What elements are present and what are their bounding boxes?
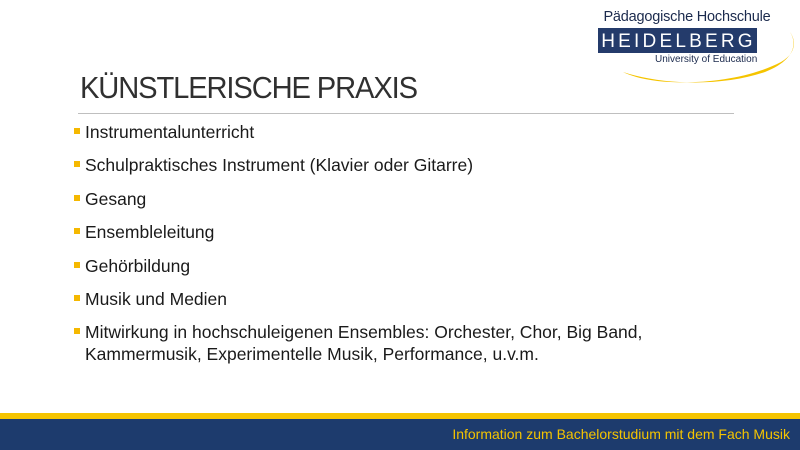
bullet-item — [74, 188, 714, 210]
logo-city-box — [598, 28, 757, 53]
bullet-square-icon — [74, 328, 80, 334]
logo-institution-name: Pädagogische Hochschule — [603, 9, 771, 25]
bullet-item — [74, 321, 714, 365]
bullet-item — [74, 221, 714, 243]
bullet-text: Instrumentalunterricht — [85, 122, 255, 142]
bullet-square-icon — [74, 295, 80, 301]
bullet-text: Ensembleleitung — [85, 222, 215, 243]
bullet-text: Musik und Medien — [85, 288, 228, 309]
logo-subtitle: University of Education — [655, 54, 758, 65]
bullet-item — [74, 121, 714, 143]
bullet-list — [74, 121, 714, 377]
university-logo — [585, 6, 797, 86]
bullet-item — [74, 154, 714, 176]
bullet-square-icon — [74, 128, 80, 134]
bullet-square-icon — [74, 195, 80, 201]
bullet-square-icon — [74, 161, 80, 167]
bullet-text: Mitwirkung in hochschuleigenen Ensembles: Orchester, Chor, Big Band, Kammermusik, Experimentelle Musik, Performance, u.v.m. — [85, 322, 643, 365]
bullet-text: Gehörbildung — [85, 255, 191, 276]
bullet-square-icon — [74, 228, 80, 234]
bullet-text: Schulpraktisches Instrument (Klavier oder Gitarre) — [85, 155, 474, 176]
logo-city-name: HEIDELBERG — [601, 31, 756, 52]
slide-title: KÜNSTLERISCHE PRAXIS — [80, 70, 417, 105]
title-divider — [78, 113, 734, 114]
footer-caption: Information zum Bachelorstudium mit dem Fach Musik — [452, 426, 790, 442]
bullet-item — [74, 255, 714, 277]
bullet-square-icon — [74, 262, 80, 268]
bullet-text: Gesang — [85, 188, 147, 209]
bullet-item — [74, 288, 714, 310]
